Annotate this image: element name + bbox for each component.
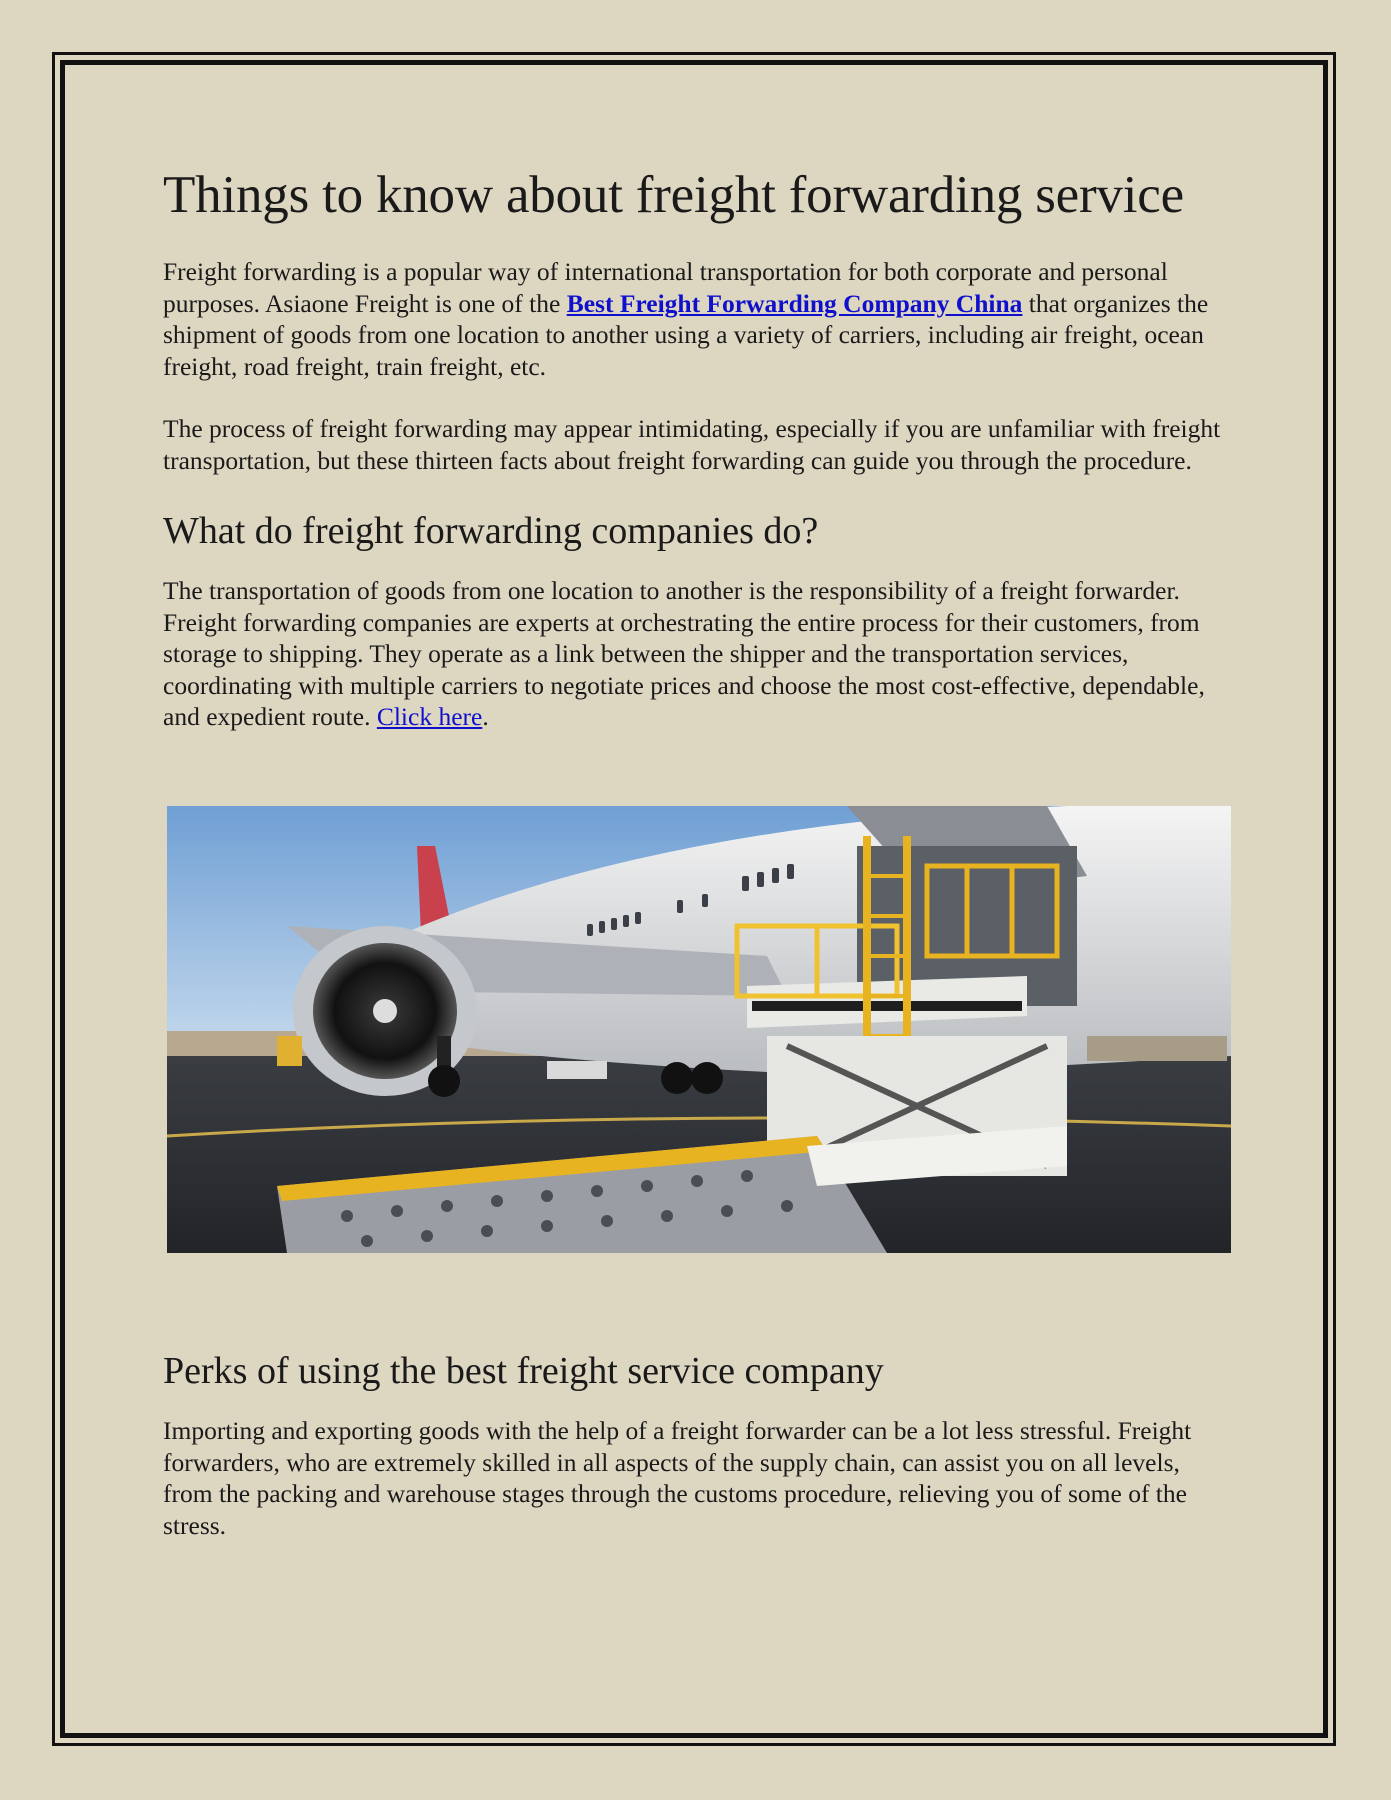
cargo-plane-loading-photo: [167, 806, 1231, 1253]
intro-text-before: Freight forwarding is a popular way of international transportation for both corporate and personal purposes. Asiaone Freight is one of the: [163, 257, 1168, 318]
section-heading-what-do: What do freight forwarding companies do?: [163, 510, 819, 552]
intro-paragraph: [163, 256, 1233, 382]
article-bottom: [163, 1346, 1233, 1541]
page-title: Things to know about freight forwarding service: [163, 166, 1184, 224]
section-body-trailing: .: [482, 702, 489, 731]
intro-text-after: that organizes the shipment of goods from one location to another using a variety of carriers, including air freight, ocean freight, road freight, train freight, etc.: [163, 288, 1209, 381]
section-body-what-do: [163, 575, 1233, 733]
click-here-link[interactable]: Click here: [376, 702, 483, 731]
process-paragraph: The process of freight forwarding may appear intimidating, especially if you are unfamiliar with freight transportation, but these thirteen facts about freight forwarding can guide you through the procedure.: [163, 414, 1221, 475]
section-body-perks: Importing and exporting goods with the help of a freight forwarder can be a lot less stressful. Freight forwarders, who are extremely skilled in all aspects of the supply chain, can assist you on all levels, from the packing and warehouse stages through the customs procedure, relieving you of some of the stress.: [163, 1416, 1192, 1540]
section-heading-perks: Perks of using the best freight service company: [163, 1350, 884, 1392]
article-top: [163, 160, 1233, 733]
section-body-text: The transportation of goods from one location to another is the responsibility of a freight forwarder. Freight forwarding companies are experts at orchestrating the entire process for their customers, from storage to shipping. They operate as a link between the shipper and the transportation services, coordinating with multiple carriers to negotiate prices and choose the most cost-effective, dependable, and expedient route.: [163, 576, 1205, 731]
best-freight-company-link[interactable]: Best Freight Forwarding Company China: [566, 288, 1023, 318]
